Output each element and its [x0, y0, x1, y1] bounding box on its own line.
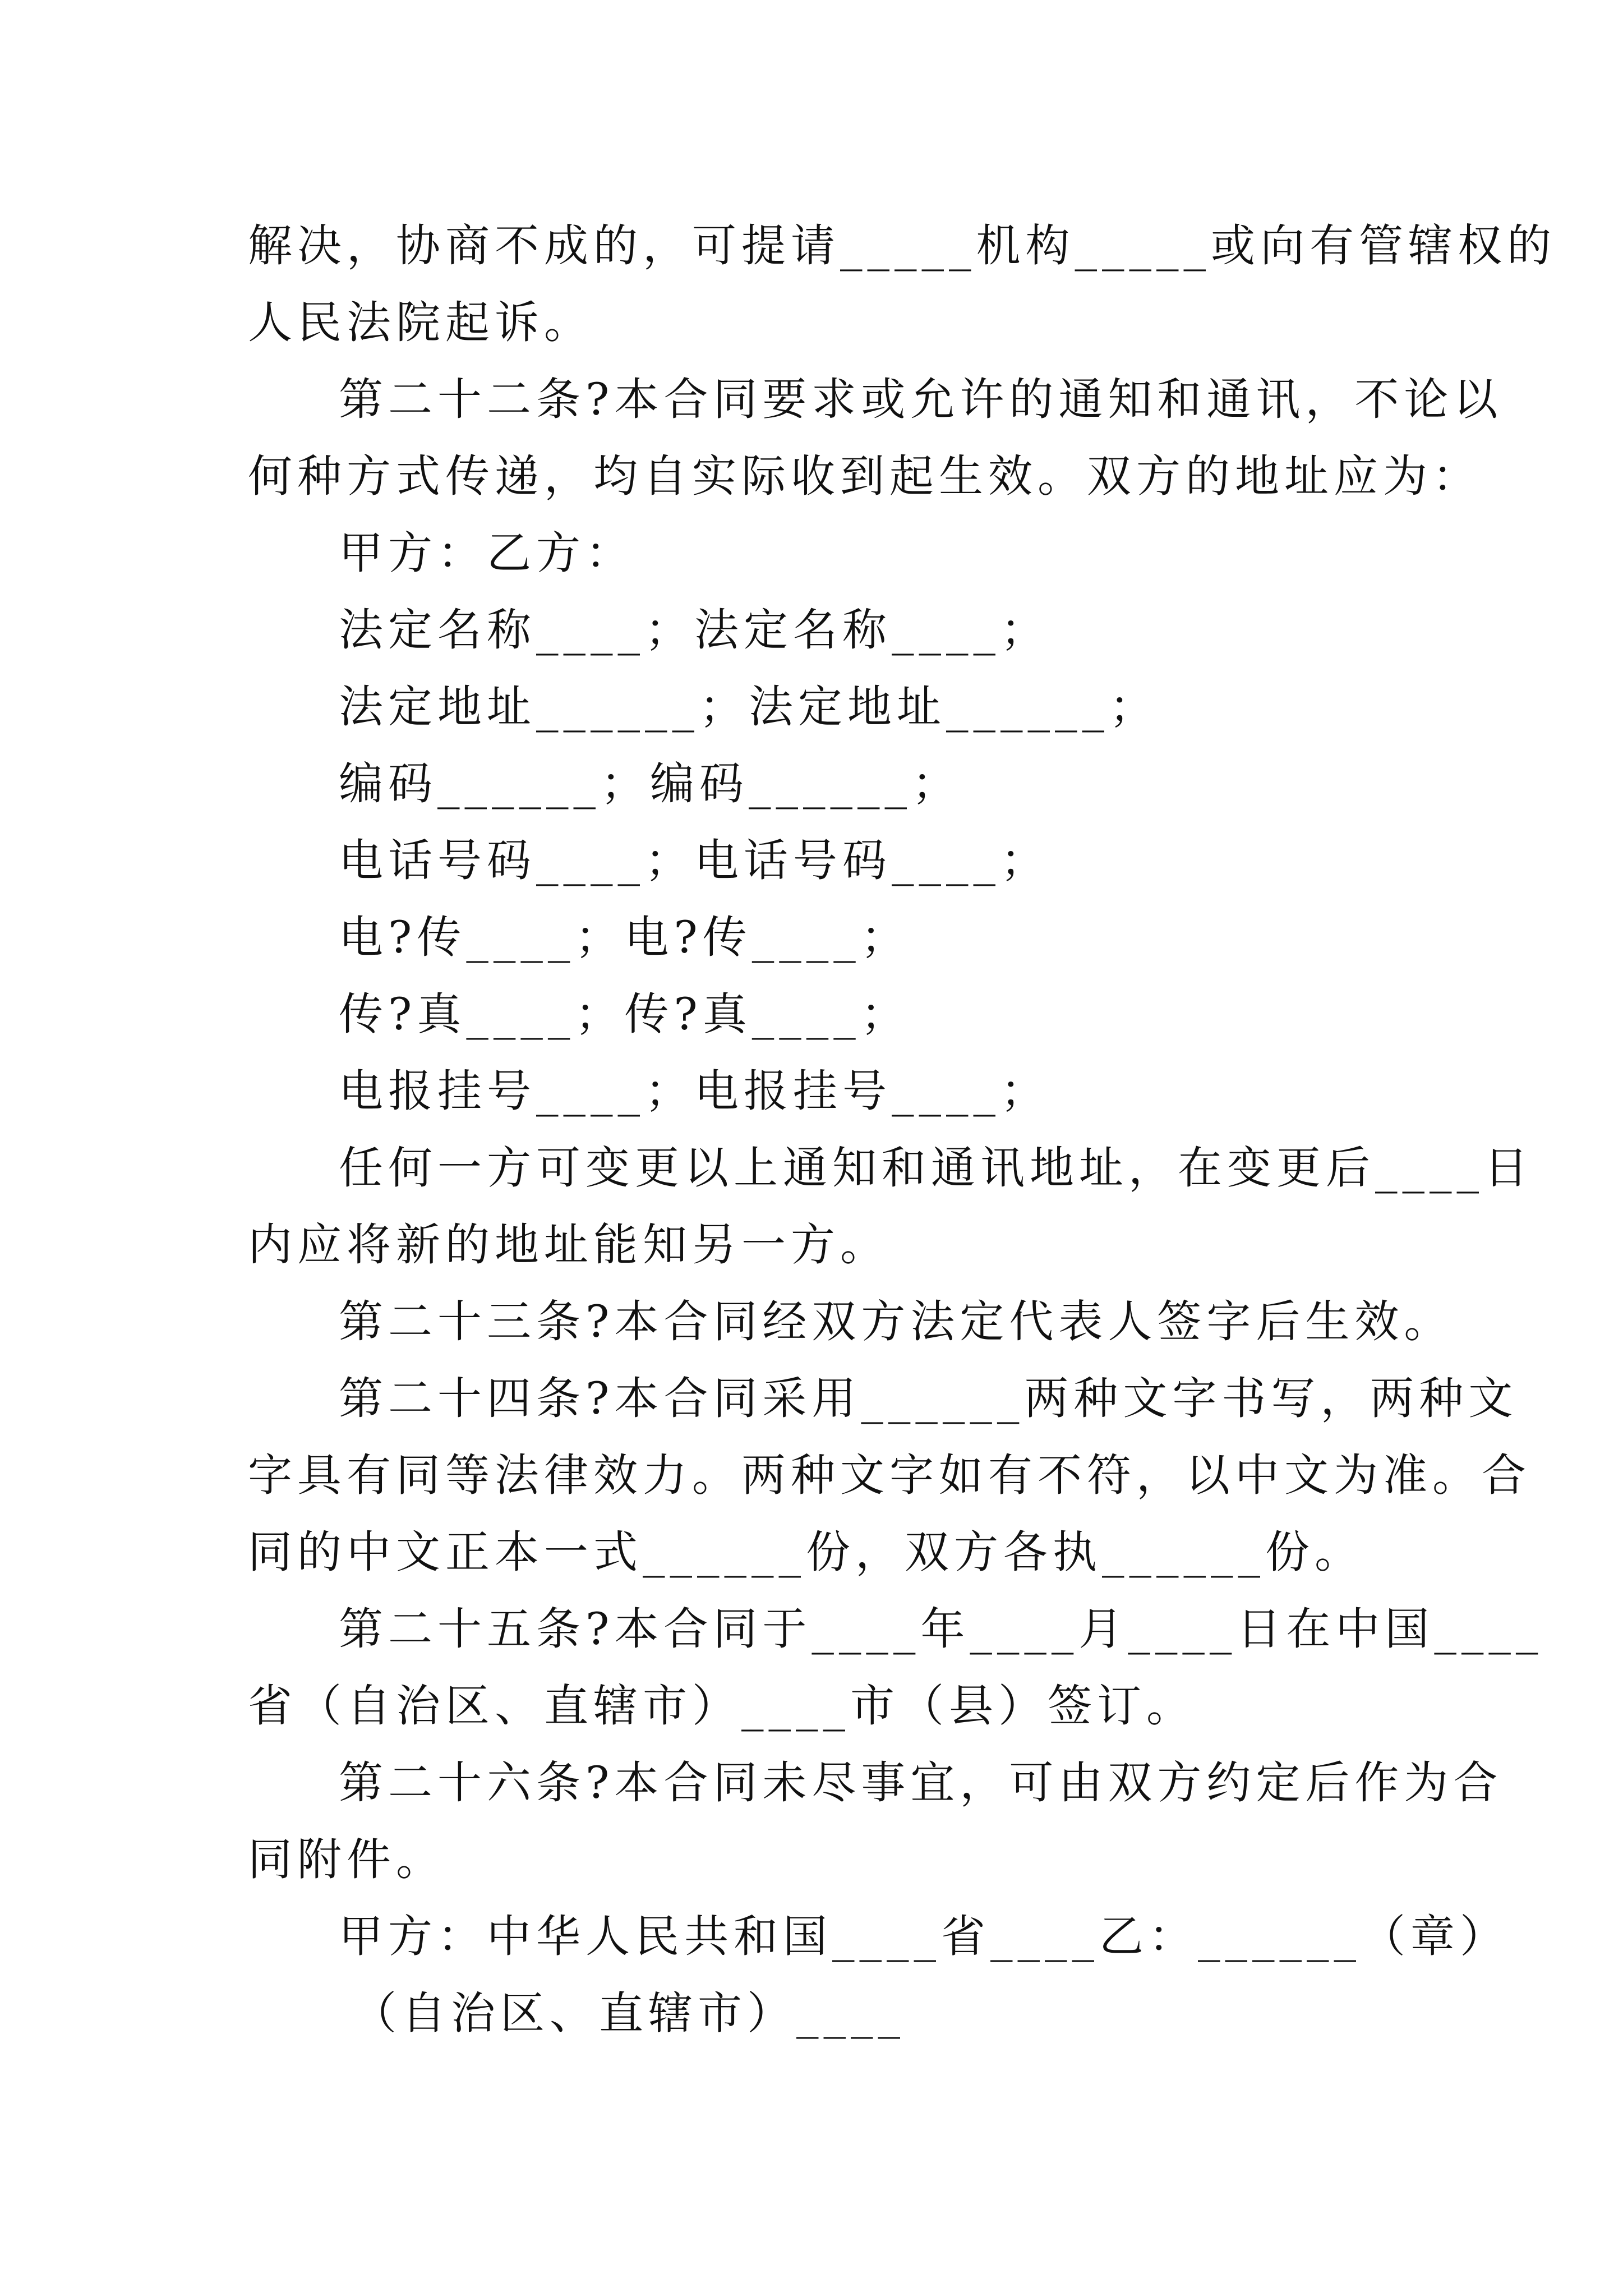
postal-code-line: 编码______；编码______； [339, 758, 961, 809]
signature-line: 甲方：中华人民共和国____省____乙：______（章） [339, 1911, 1509, 1962]
text-line: 省（自治区、直辖市）____市（县）签订。 [248, 1680, 1196, 1732]
text-line: 人民法院起诉。 [248, 297, 593, 348]
article-25: 第二十五条?本合同于____年____月____日在中国____ [339, 1603, 1543, 1655]
text-line: 解决，协商不成的，可提请_____机构_____或向有管辖权的 [248, 220, 1556, 272]
signature-region-line: （自治区、直辖市）____ [352, 1987, 905, 2039]
party-header: 甲方：乙方： [339, 527, 635, 579]
text-line: 同附件。 [248, 1834, 445, 1885]
legal-address-line: 法定地址______；法定地址______； [339, 681, 1159, 733]
article-26: 第二十六条?本合同未尽事宜，可由双方约定后作为合 [339, 1757, 1503, 1809]
legal-name-line: 法定名称____；法定名称____； [339, 604, 1050, 656]
text-line: 内应将新的地址能知另一方。 [248, 1219, 889, 1271]
fax-line: 传?真____；传?真____； [339, 988, 910, 1040]
contract-body [248, 208, 1556, 2052]
article-22: 第二十二条?本合同要求或允许的通知和通讯，不论以 [339, 374, 1503, 425]
article-24: 第二十四条?本合同采用______两种文字书写，两种文 [339, 1373, 1518, 1424]
text-line: 何种方式传递，均自实际收到起生效。双方的地址应为： [248, 450, 1482, 502]
telex-line: 电?传____；电?传____； [339, 912, 910, 963]
phone-line: 电话号码____；电话号码____； [339, 835, 1050, 886]
text-line: 字具有同等法律效力。两种文字如有不符，以中文为准。合 [248, 1450, 1531, 1501]
cable-address-line: 电报挂号____；电报挂号____； [339, 1065, 1050, 1117]
text-line: 同的中文正本一式______份，双方各执______份。 [248, 1526, 1364, 1578]
article-23: 第二十三条?本合同经双方法定代表人签字后生效。 [339, 1296, 1454, 1347]
address-change-clause: 任何一方可变更以上通知和通讯地址，在变更后____日 [339, 1142, 1533, 1194]
